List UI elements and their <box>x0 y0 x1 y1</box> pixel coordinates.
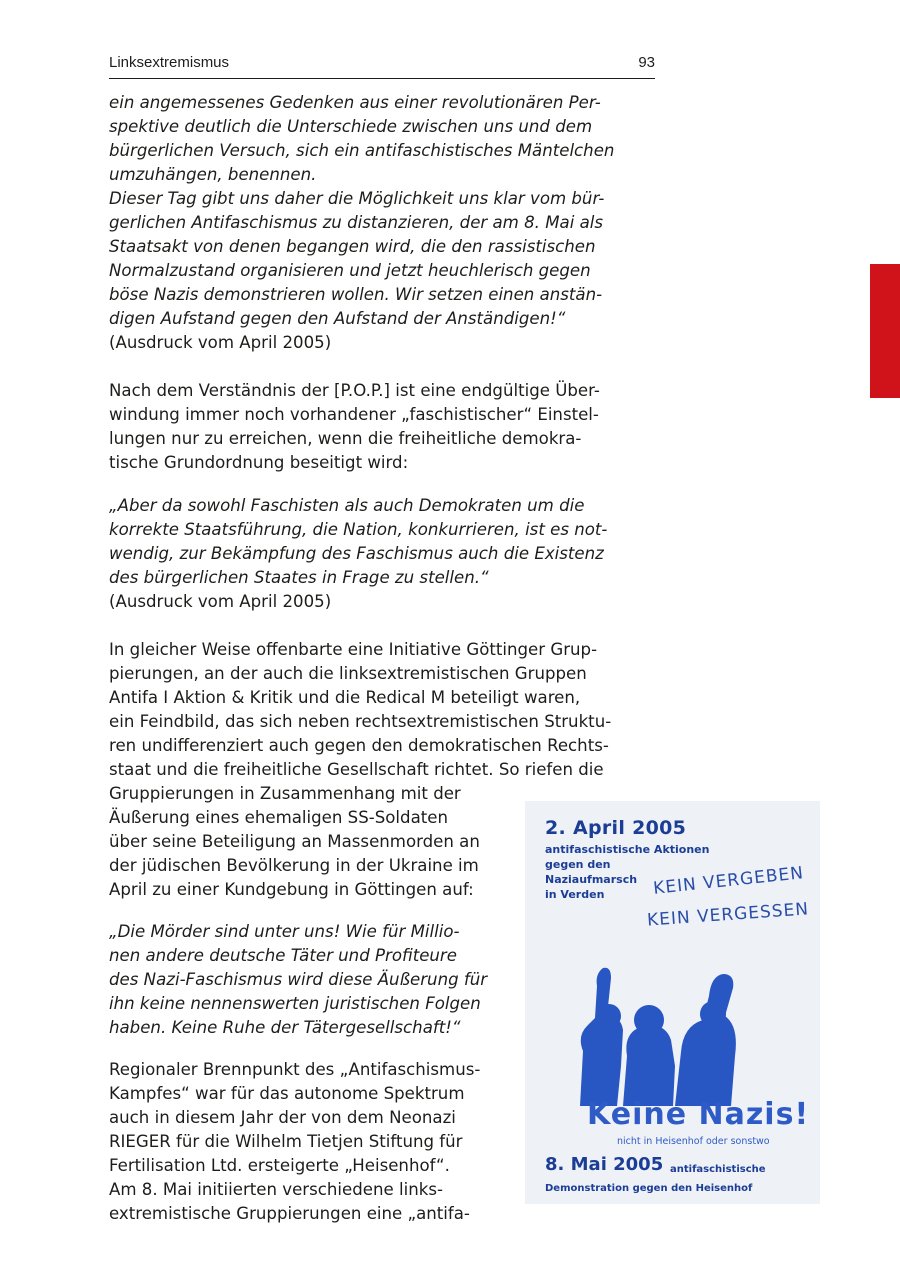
text-line: ren undifferenziert auch gegen den demokratischen Rechts- <box>109 736 609 755</box>
protester-right-head <box>700 1001 726 1027</box>
text-line: RIEGER für die Wilhelm Tietjen Stiftung für <box>109 1132 463 1151</box>
text-line: extremistische Gruppierungen eine „antifa- <box>109 1204 470 1223</box>
text-line: der jüdischen Bevölkerung in der Ukraine im <box>109 856 479 875</box>
quote-block-2 <box>109 494 607 590</box>
text-line: Normalzustand organisieren und jetzt heuchlerisch gegen <box>109 261 591 280</box>
source-note-2 <box>109 590 331 614</box>
text-line: des Nazi-Faschismus wird diese Äußerung für <box>109 970 488 989</box>
text-line: umzuhängen, benennen. <box>109 165 317 184</box>
text-line: haben. Keine Ruhe der Tätergesellschaft!“ <box>109 1018 461 1037</box>
poster-graffiti-1: KEIN VERGEBEN <box>652 863 805 899</box>
text-line: Staatsakt von denen begangen wird, die den rassistischen <box>109 237 596 256</box>
poster-bottom-line: Demonstration gegen den Heisenhof <box>545 1183 753 1194</box>
text-line: in Verden <box>545 888 605 901</box>
text-line: tische Grundordnung beseitigt wird: <box>109 453 409 472</box>
poster-date-1: 2. April 2005 <box>545 817 687 839</box>
text-line: ein Feindbild, das sich neben rechtsextremistischen Struktu- <box>109 712 612 731</box>
text-line: staat und die freiheitliche Gesellschaft richtet. So riefen die <box>109 760 604 779</box>
text-line: Regionaler Brennpunkt des „Antifaschismus- <box>109 1060 481 1079</box>
protester-center <box>623 1025 675 1106</box>
paragraph-1 <box>109 379 600 475</box>
text-line: Kampfes“ war für das autonome Spektrum <box>109 1084 465 1103</box>
text-line: „Aber da sowohl Faschisten als auch Demokraten um die <box>109 496 585 515</box>
text-line: auch in diesem Jahr der von dem Neonazi <box>109 1108 456 1127</box>
text-line: nen andere deutsche Täter und Profiteure <box>109 946 457 965</box>
text-line: korrekte Staatsführung, die Nation, konkurrieren, ist es not- <box>109 520 608 539</box>
source-line: (Ausdruck vom April 2005) <box>109 333 332 352</box>
chapter-tab-marker <box>870 264 900 398</box>
text-line: Antifa I Aktion & Kritik und die Redical M beteiligt waren, <box>109 688 581 707</box>
page-number: 93 <box>638 54 655 71</box>
text-line: lungen nur zu erreichen, wenn die freiheitliche demokra- <box>109 429 582 448</box>
text-line: gegen den <box>545 858 611 871</box>
text-line: Äußerung eines ehemaligen SS-Soldaten <box>109 808 448 827</box>
source-note-1 <box>109 331 331 355</box>
text-line: „Die Mörder sind unter uns! Wie für Millio- <box>109 922 460 941</box>
protester-left <box>580 968 623 1106</box>
text-line: ihn keine nennenswerten juristischen Folgen <box>109 994 481 1013</box>
text-line: wendig, zur Bekämpfung des Faschismus auch die Existenz <box>109 544 604 563</box>
poster-date-2: 8. Mai 2005 <box>545 1154 664 1175</box>
text-line: Am 8. Mai initiierten verschiedene links- <box>109 1180 443 1199</box>
text-line: pierungen, an der auch die linksextremistischen Gruppen <box>109 664 587 683</box>
protester-center-head <box>634 1005 664 1035</box>
text-line: spektive deutlich die Unterschiede zwischen uns und dem <box>109 117 593 136</box>
text-line: In gleicher Weise offenbarte eine Initiative Göttinger Grup- <box>109 640 598 659</box>
quote-block-1 <box>109 91 614 331</box>
poster-image <box>525 801 820 1204</box>
protester-left-head <box>597 1004 621 1028</box>
protester-silhouettes <box>525 956 820 1106</box>
text-line: ein angemessenes Gedenken aus einer revolutionären Per- <box>109 93 601 112</box>
text-line: windung immer noch vorhandener „faschistischer“ Einstel- <box>109 405 599 424</box>
text-line: des bürgerlichen Staates in Frage zu stellen.“ <box>109 568 489 587</box>
text-line: über seine Beteiligung an Massenmorden an <box>109 832 480 851</box>
text-line: Nach dem Verständnis der [P.O.P.] ist eine endgültige Über- <box>109 381 600 400</box>
running-title: Linksextremismus <box>109 54 230 71</box>
poster-graffiti-2: KEIN VERGESSEN <box>646 899 810 931</box>
paragraph-3 <box>109 1058 480 1226</box>
text-line: bürgerlichen Versuch, sich ein antifaschistisches Mäntelchen <box>109 141 615 160</box>
text-line: gerlichen Antifaschismus zu distanzieren, der am 8. Mai als <box>109 213 604 232</box>
text-line: April zu einer Kundgebung in Göttingen auf: <box>109 880 474 899</box>
protester-right <box>675 974 736 1106</box>
text-line: Dieser Tag gibt uns daher die Möglichkeit uns klar vom bür- <box>109 189 605 208</box>
poster-date-2-note: antifaschistische <box>670 1164 766 1175</box>
quote-block-3 <box>109 920 487 1040</box>
text-line: Gruppierungen in Zusammenhang mit der <box>109 784 461 803</box>
text-line: antifaschistische Aktionen <box>545 843 710 856</box>
poster-slogan-sub: nicht in Heisenhof oder sonstwo <box>617 1136 770 1147</box>
text-line: Naziaufmarsch <box>545 873 638 886</box>
page-header <box>109 52 655 79</box>
text-line: Fertilisation Ltd. ersteigerte „Heisenhof“. <box>109 1156 450 1175</box>
poster-slogan: Keine Nazis! <box>587 1097 810 1132</box>
text-line: böse Nazis demonstrieren wollen. Wir setzen einen anstän- <box>109 285 603 304</box>
source-line: (Ausdruck vom April 2005) <box>109 592 332 611</box>
text-line: digen Aufstand gegen den Aufstand der Anständigen!“ <box>109 309 566 328</box>
